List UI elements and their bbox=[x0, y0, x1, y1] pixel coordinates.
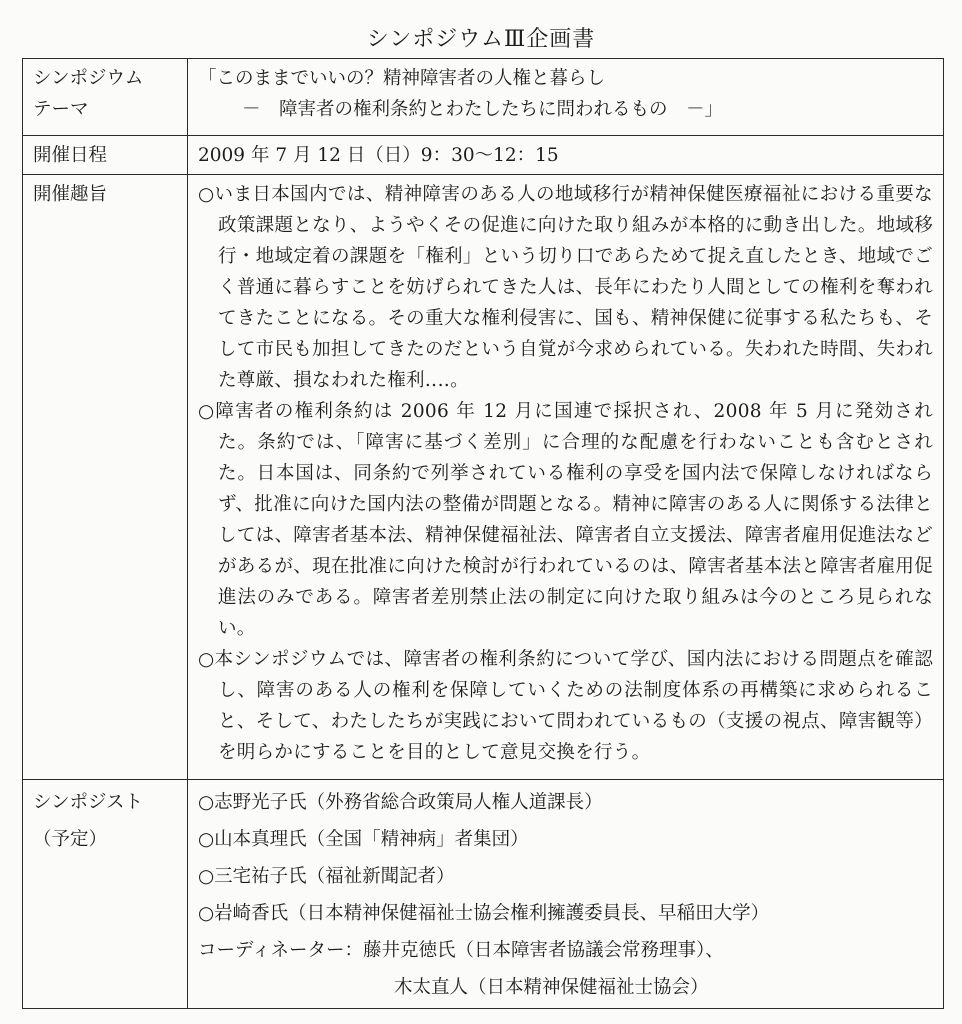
date-value: 2009 年 7 月 12 日（日）9：30〜12：15 bbox=[188, 136, 944, 175]
date-label: 開催日程 bbox=[23, 136, 188, 175]
table-row-theme bbox=[23, 59, 944, 136]
purpose-label: 開催趣旨 bbox=[23, 175, 188, 780]
panelist-item: ○山本真理氏（全国「精神病」者集団） bbox=[198, 829, 529, 850]
panelist-item: ○岩崎香氏（日本精神保健福祉士協会権利擁護委員長、早稲田大学） bbox=[198, 903, 770, 924]
coordinator-line2: 木太直人（日本精神保健福祉士協会） bbox=[394, 977, 709, 998]
panelists-content bbox=[188, 780, 944, 1009]
theme-line2: － 障害者の権利条約とわたしたちに問われるもの －」 bbox=[242, 99, 724, 120]
theme-label-line1: シンポジウム bbox=[33, 68, 144, 89]
panelists-label bbox=[23, 780, 188, 1009]
theme-content bbox=[188, 59, 944, 136]
plan-table bbox=[22, 58, 944, 1009]
theme-line1: 「このままでいいの？精神障害者の人権と暮らし bbox=[198, 68, 606, 89]
purpose-paragraph: ○障害者の権利条約は 2006 年 12 月に国連で採択され、2008 年 5 月に発効された。条約では、「障害に基づく差別」に合理的な配慮を行わないことも含むとされた。日本国は、同条約で列挙されている権利の享受を国内法で保障しなければならず、批准に向けた国内法の整備が問題となる。精神に障害のある人に関係する法律としては、障害者基本法、精神保健福祉法、障害者自立支援法、障害者雇用促進法などがあるが、現在批准に向けた検討が行われているのは、障害者基本法と障害者雇用促進法のみである。障害者差別禁止法の制定に向けた取り組みは今のところ見られない。 bbox=[198, 401, 933, 639]
page-title: シンポジウムⅢ企画書 bbox=[366, 27, 596, 52]
purpose-paragraph: ○いま日本国内では、精神障害のある人の地域移行が精神保健医療福祉における重要な政策課題となり、ようやくその促進に向けた取り組みが本格的に動き出した。地域移行・地域定着の課題を「権利」という切り口であらためて捉え直したとき、地域でごく普通に暮らすことを妨げられてきた人は、長年にわたり人間としての権利を奪われてきたことになる。その重大な権利侵害に、国も、精神保健に従事する私たちも、そして市民も加担してきたのだという自覚が今求められている。失われた時間、失われた尊厳、損なわれた権利‥‥。 bbox=[198, 184, 933, 391]
table-row-panelists bbox=[23, 780, 944, 1009]
purpose-content bbox=[188, 175, 944, 780]
theme-label bbox=[23, 59, 188, 136]
panelist-item: ○志野光子氏（外務省総合政策局人権人道課長） bbox=[198, 792, 603, 813]
coordinator-line1: コーディネーター：藤井克徳氏（日本障害者協議会常務理事）、 bbox=[198, 940, 724, 961]
table-row-date bbox=[23, 136, 944, 175]
panelists-label-line1: シンポジスト bbox=[33, 792, 143, 813]
panelists-label-line2: （予定） bbox=[33, 829, 108, 850]
theme-label-line2: テーマ bbox=[33, 99, 89, 120]
purpose-paragraph: ○本シンポジウムでは、障害者の権利条約について学び、国内法における問題点を確認し、障害のある人の権利を保障していくための法制度体系の再構築に求められること、そして、わたしたちが実践において問われているもの（支援の視点、障害観等）を明らかにすることを目的として意見交換を行う。 bbox=[198, 649, 933, 763]
table-row-purpose bbox=[23, 175, 944, 780]
panelist-item: ○三宅祐子氏（福祉新聞記者） bbox=[198, 866, 455, 887]
